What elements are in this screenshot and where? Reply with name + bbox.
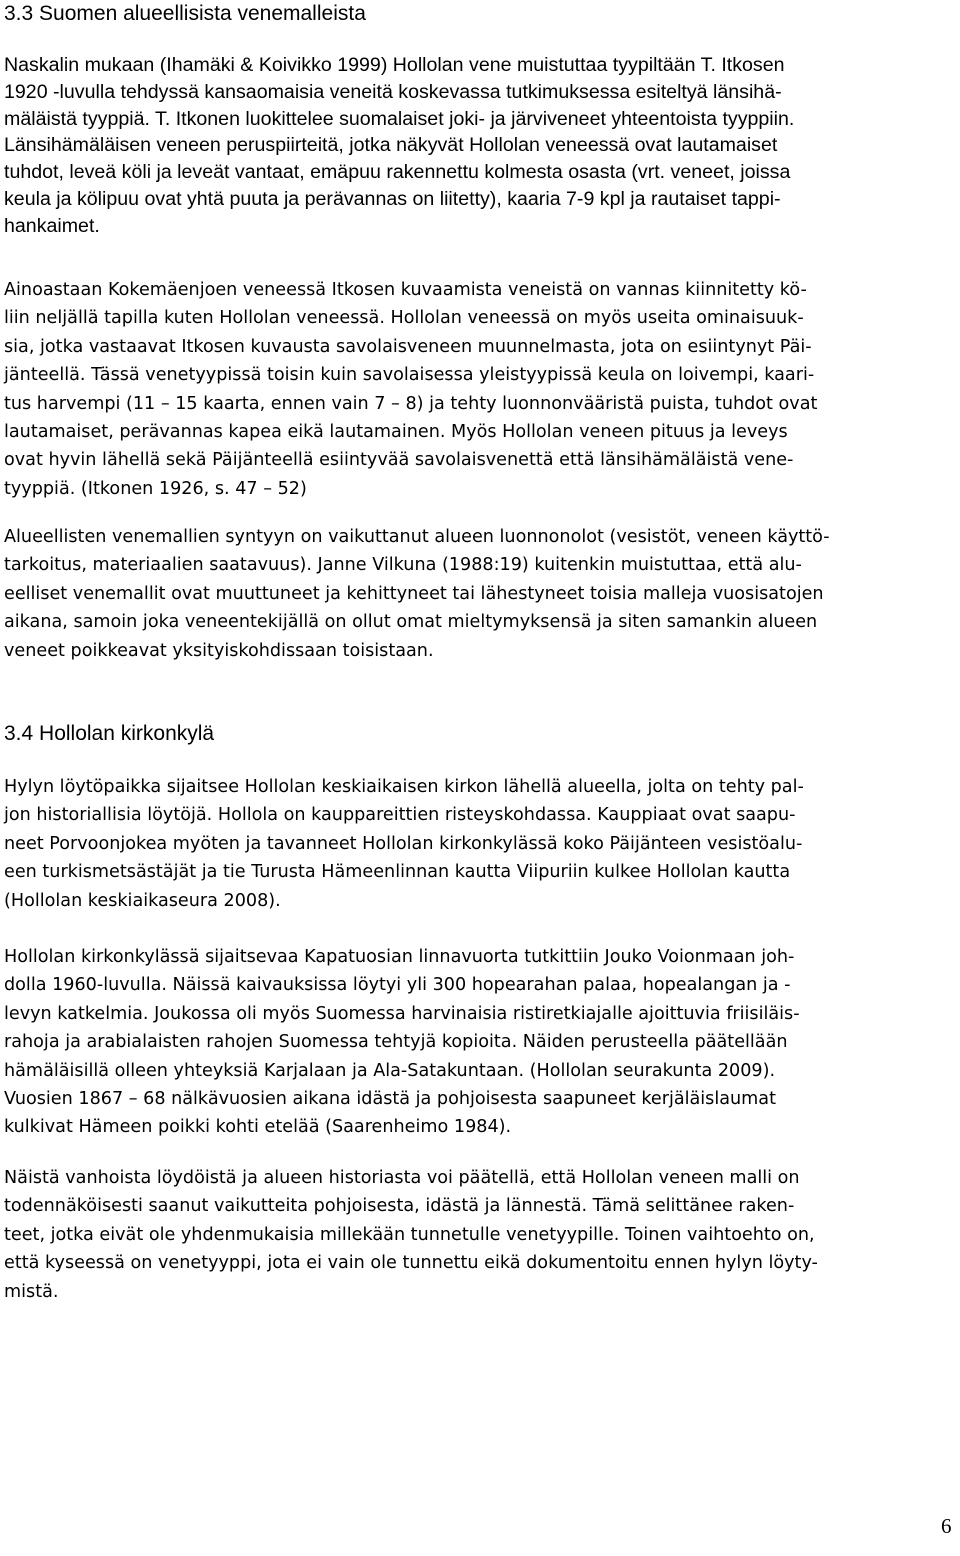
text-line: Ainoastaan Kokemäenjoen veneessä Itkosen kuvaamista veneistä on vannas kiinnitetty kö- (4, 280, 807, 300)
text-line: ovat hyvin lähellä sekä Päijänteellä esiintyvää savolaisvenettä että länsihämäläistä vene- (4, 450, 794, 471)
text-line: een turkismetsästäjät ja tie Turusta Hämeenlinnan kautta Viipuriin kulkee Hollolan kautta (4, 862, 791, 883)
paragraph-4 (4, 773, 954, 915)
text-line: (Hollolan keskiaikaseura 2008). (4, 890, 281, 911)
text-line: mäläistä tyyppiä. T. Itkonen luokittelee suomalaiset joki- ja järviveneet yhteentoista tyyppiin. (4, 107, 795, 130)
section-heading-3-4: 3.4 Hollolan kirkonkylä (4, 722, 215, 745)
text-line: aikana, samoin joka veneentekijällä on ollut omat mieltymyksensä ja siten samankin alueen (4, 612, 818, 633)
text-line: Näistä vanhoista löydöistä ja alueen historiasta voi päätellä, että Hollolan veneen malli on (4, 1168, 800, 1188)
text-line: sia, jotka vastaavat Itkosen kuvausta savolaisveneen muunnelmasta, jota on esiintynyt Päi- (4, 336, 812, 357)
paragraph-5 (4, 943, 954, 1142)
text-line: levyn katkelmia. Joukossa oli myös Suomessa harvinaisia ristiretkiajalle ajoittuvia friisiläis- (4, 1003, 800, 1024)
text-line: hankaimet. (4, 214, 100, 237)
text-line: Länsihämäläisen veneen peruspiirteitä, jotka näkyvät Hollolan veneessä ovat lautamaiset (4, 134, 778, 157)
page-number: 6 (941, 1514, 952, 1538)
text-line: Alueellisten venemallien syntyyn on vaikuttanut alueen luonnonolot (vesistöt, veneen käyttö- (4, 527, 830, 547)
text-line: että kyseessä on venetyyppi, jota ei vain ole tunnettu eikä dokumentoitu ennen hylyn löyty- (4, 1253, 818, 1274)
text-line: jänteellä. Tässä venetyypissä toisin kuin savolaisessa yleistyypissä keula on loivempi, kaari- (4, 365, 815, 386)
text-line: todennäköisesti saanut vaikutteita pohjoisesta, idästä ja lännestä. Tämä selittänee raken- (4, 1196, 795, 1217)
paragraph-3 (4, 523, 954, 665)
text-line: eelliset venemallit ovat muuttuneet ja kehittyneet tai lähestyneet toisia malleja vuosisatojen (4, 583, 824, 604)
text-line: hämäläisillä olleen yhteyksiä Karjalaan ja Ala-Satakuntaan. (Hollolan seurakunta 2009). (4, 1060, 776, 1081)
text-line: mistä. (4, 1281, 59, 1302)
text-line: kulkivat Hämeen poikki kohti etelää (Saarenheimo 1984). (4, 1117, 512, 1138)
text-line: 1920 -luvulla tehdyssä kansaomaisia veneitä koskevassa tutkimuksessa esiteltyä länsihä- (4, 80, 782, 103)
text-line: jon historiallisia löytöjä. Hollola on kauppareittien risteyskohdassa. Kauppiaat ovat saapu- (4, 805, 796, 826)
text-line: Naskalin mukaan (Ihamäki & Koivikko 1999) Hollolan vene muistuttaa tyypiltään T. Itkosen (4, 54, 785, 76)
text-line: tarkoitus, materiaalien saatavuus). Janne Vilkuna (1988:19) kuitenkin muistuttaa, että alu- (4, 555, 802, 576)
text-line: rahoja ja arabialaisten rahojen Suomessa tehtyjä kopioita. Näiden perusteella päätellään (4, 1032, 788, 1053)
text-line: liin neljällä tapilla kuten Hollolan veneessä. Hollolan veneessä on myös useita ominaisuuk- (4, 308, 804, 329)
paragraph-6 (4, 1164, 954, 1306)
text-line: tus harvempi (11 – 15 kaarta, ennen vain 7 – 8) ja tehty luonnonvääristä puista, tuhdot ovat (4, 393, 818, 414)
section-heading-3-3: 3.3 Suomen alueellisista venemalleista (4, 2, 366, 25)
text-line: Hollolan kirkonkylässä sijaitsevaa Kapatuosian linnavuorta tutkittiin Jouko Voionmaan joh- (4, 947, 795, 967)
text-line: neet Porvoonjokea myöten ja tavanneet Hollolan kirkonkylässä koko Päijänteen vesistöalu- (4, 833, 803, 854)
paragraph-1 (4, 52, 954, 240)
text-line: dolla 1960-luvulla. Näissä kaivauksissa löytyi yli 300 hopearahan palaa, hopealangan ja - (4, 975, 791, 996)
text-line: Vuosien 1867 – 68 nälkävuosien aikana idästä ja pohjoisesta saapuneet kerjäläislaumat (4, 1089, 776, 1110)
text-line: Hylyn löytöpaikka sijaitsee Hollolan keskiaikaisen kirkon lähellä alueella, jolta on tehty pal- (4, 777, 804, 797)
text-line: veneet poikkeavat yksityiskohdissaan toisistaan. (4, 640, 434, 661)
text-line: lautamaiset, perävannas kapea eikä lautamainen. Myös Hollolan veneen pituus ja leveys (4, 422, 788, 443)
text-line: tyyppiä. (Itkonen 1926, s. 47 – 52) (4, 478, 307, 499)
text-line: tuhdot, leveä köli ja leveät vantaat, emäpuu rakennettu kolmesta osasta (vrt. veneet, joissa (4, 161, 791, 184)
paragraph-2 (4, 276, 954, 503)
text-line: teet, jotka eivät ole yhdenmukaisia millekään tunnetulle venetyypille. Toinen vaihtoehto on, (4, 1224, 815, 1245)
text-line: keula ja kölipuu ovat yhtä puuta ja perävannas on liitetty), kaaria 7-9 kpl ja rautaiset tappi- (4, 187, 781, 210)
